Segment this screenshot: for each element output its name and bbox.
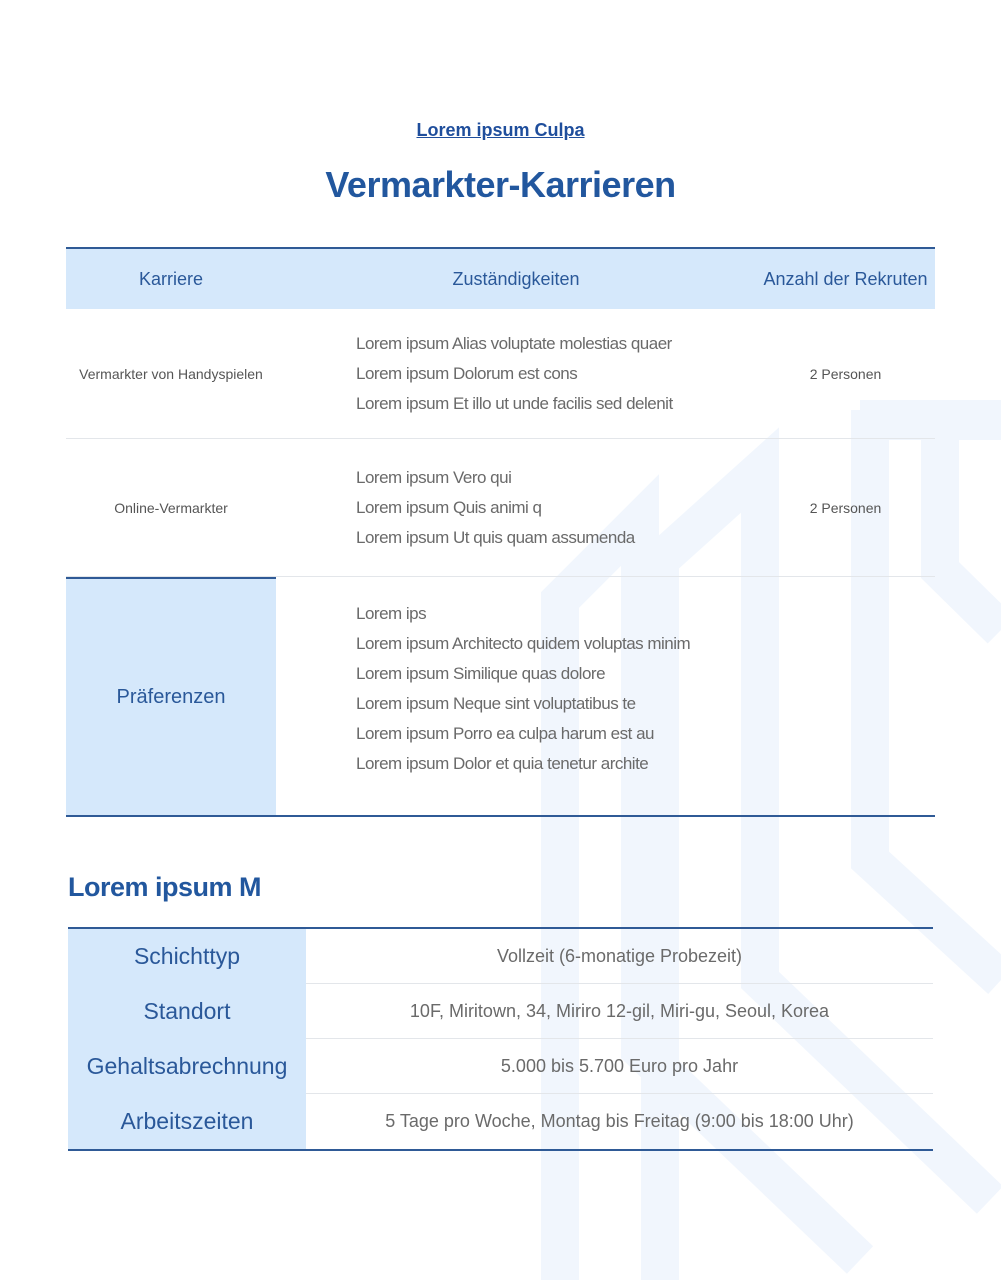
info-value: Vollzeit (6-monatige Probezeit) — [306, 929, 933, 984]
info-label: Standort — [68, 984, 306, 1039]
table-row — [66, 439, 935, 577]
info-value: 5.000 bis 5.700 Euro pro Jahr — [306, 1039, 933, 1094]
info-value: 5 Tage pro Woche, Montag bis Freitag (9:00 bis 18:00 Uhr) — [385, 1111, 854, 1131]
careers-table — [66, 247, 935, 817]
page-title: Vermarkter-Karrieren — [325, 164, 676, 205]
duty-item: Lorem ipsum Ut quis quam assumenda — [356, 527, 635, 547]
column-header-duties: Zuständigkeiten — [452, 268, 580, 289]
preferences-row — [66, 577, 935, 817]
job-info-table — [68, 927, 933, 1151]
duty-item: Lorem ipsum Et illo ut unde facilis sed delenit — [356, 393, 673, 413]
duty-item: Lorem ipsum Quis animi q — [356, 497, 542, 517]
duty-item: Lorem ipsum Dolorum est cons — [356, 363, 578, 383]
info-row-shift-type — [68, 929, 933, 984]
info-row-location — [68, 984, 933, 1039]
info-row-salary — [68, 1039, 933, 1094]
section-title: Lorem ipsum M — [68, 872, 262, 902]
preferences-list — [276, 577, 756, 815]
duty-item: Lorem ipsum Vero qui — [356, 467, 512, 487]
info-value: 10F, Miritown, 34, Miriro 12-gil, Miri-gu, Seoul, Korea — [306, 984, 933, 1039]
preference-item: Lorem ipsum Porro ea culpa harum est au — [356, 724, 654, 743]
duties-cell — [276, 463, 756, 553]
table-header — [66, 247, 935, 309]
info-row-working-hours — [68, 1094, 933, 1149]
recruits-cell: 2 Personen — [809, 365, 882, 382]
info-label: Arbeitszeiten — [68, 1094, 306, 1149]
preference-item: Lorem ipsum Architecto quidem voluptas minim — [356, 634, 691, 653]
column-header-career: Karriere — [138, 268, 204, 289]
info-label: Schichttyp — [68, 929, 306, 984]
recruits-cell: 2 Personen — [809, 499, 882, 516]
duty-item: Lorem ipsum Alias voluptate molestias quaer — [356, 333, 672, 353]
preferences-label: Präferenzen — [66, 577, 276, 815]
table-row — [66, 309, 935, 439]
info-label: Gehaltsabrechnung — [68, 1039, 306, 1094]
kicker-link[interactable]: Lorem ipsum Culpa — [416, 120, 585, 140]
duties-cell — [276, 329, 756, 419]
column-header-recruits: Anzahl der Rekruten — [763, 268, 928, 289]
preference-item: Lorem ips — [356, 604, 427, 623]
preference-item: Lorem ipsum Similique quas dolore — [356, 664, 606, 683]
preference-item: Lorem ipsum Dolor et quia tenetur archite — [356, 754, 649, 773]
career-cell: Online-Vermarkter — [114, 499, 228, 516]
career-cell: Vermarkter von Handyspielen — [79, 365, 263, 382]
preference-item: Lorem ipsum Neque sint voluptatibus te — [356, 694, 636, 713]
